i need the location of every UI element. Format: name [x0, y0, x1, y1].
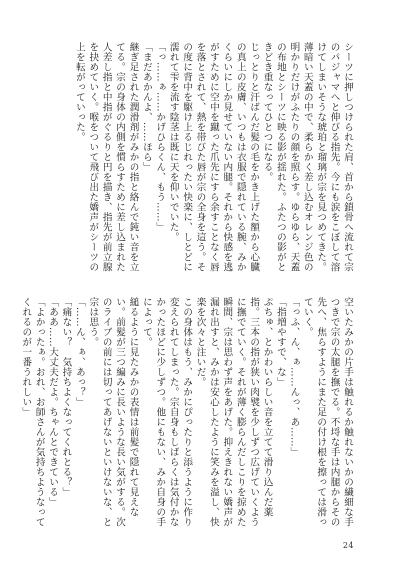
page-number: 24: [342, 541, 354, 550]
paragraph: じっとりと汗ばんだ髪の毛をかき上げた額から心臓の真上の皮膚、いつもは衣服で隠れている腕、みかくらいにしか見せていない内腿。それから快感を逃がすために空中を蹴った爪先にすら余すことなく唇を落とされて、熱を帯びた唇が宗の全身を這う。その度に背中を駆け上るじれったい快楽に、しとどに濡れて雫を流す陰茎は既に天を仰いでいた。: [167, 42, 260, 272]
paragraph: 縋るように見たみかの表情は前髪で隠れて見えない。前髪が三つ編みに長いような長い気がする。次のライブの前には切ってあげないといけないな、と宗は思う。: [87, 297, 139, 527]
dialogue-line: 「指増やすで、な」: [274, 297, 286, 387]
dialogue-line: 「っふ、ん、ぁ……んっ、あ……」: [288, 297, 300, 457]
paragraph: 空いたみかの片手は触れるか触れないかの繊細な手つきで宗の太腿を撫でる。不埒な手は内腿からその先へ、焦らすようにまた足の付け根を擦っては滑っていく。: [301, 297, 353, 527]
paragraph: ぷちゅ、とかわいらしい音を立てて滑り込んだ薬指。三本の指が狭い肉襞を少しずつ広げていくように撫でていく。それが薄く膨らんだしこりを掠めた瞬間、宗は思わず声をあげた。抑えきれない嬌声が漏れ出すと、みかは安心したように笑みを溢し、快楽を次々と注いだ。: [194, 297, 273, 527]
text-block-upper: [36, 42, 354, 274]
dialogue-line: 「……ん、ぁ、あっ？」: [73, 297, 85, 407]
dialogue-line: 「痛ない？ 気持ちよくなってくれとる？」: [60, 297, 72, 497]
dialogue-line: 「っ……ぁ……かげひらくん、もう……」: [154, 42, 166, 232]
dialogue-line: 「よかったぁ。おれ、お師さんが気持ちようなってくれるのが一番うれしい」: [20, 297, 45, 527]
paragraph: 薄暗い天蓋の中で、柔らかく差し込むオレンジ色の明かりだけがふたりの顔を照らす。ゆらゆら、天蓋の布地とシーツに映る影が揺れた。ふたつの影がときどき重なってひとつになる。: [261, 42, 313, 272]
paragraph: この身体はもう、みかにぴったりと添うように作り変えられてしまった。宗自身もしばらくは気付かなかったほどに少しずつ。他にもない、みか自身の手によって。: [140, 297, 193, 527]
dialogue-line: 「まだあかんよ、……ほら」: [140, 42, 152, 172]
paragraph: シーツに押しつけられた肩、首から鎖骨へ流れて宗のパジャマへと伸びる指先。今にも涙をこぼして溶けてしまいそうな琥珀と瑠璃が宗を見つめてきた。: [315, 42, 353, 272]
text-block-lower: [20, 297, 354, 529]
dialogue-line: 「ああ……大丈夫だよ。ちゃんとできている」: [47, 297, 59, 507]
paragraph: 継ぎ足された潤滑剤がみかの指と絡んで鈍い音を立てる。宗の身体の内側を慣らすために差し込まれた人差し指と中指がぐるりと円を描き、指先が前立腺を抉めていく。喉をついて飛び出た嬌声がシーツの上を転がっていった。: [73, 42, 139, 272]
